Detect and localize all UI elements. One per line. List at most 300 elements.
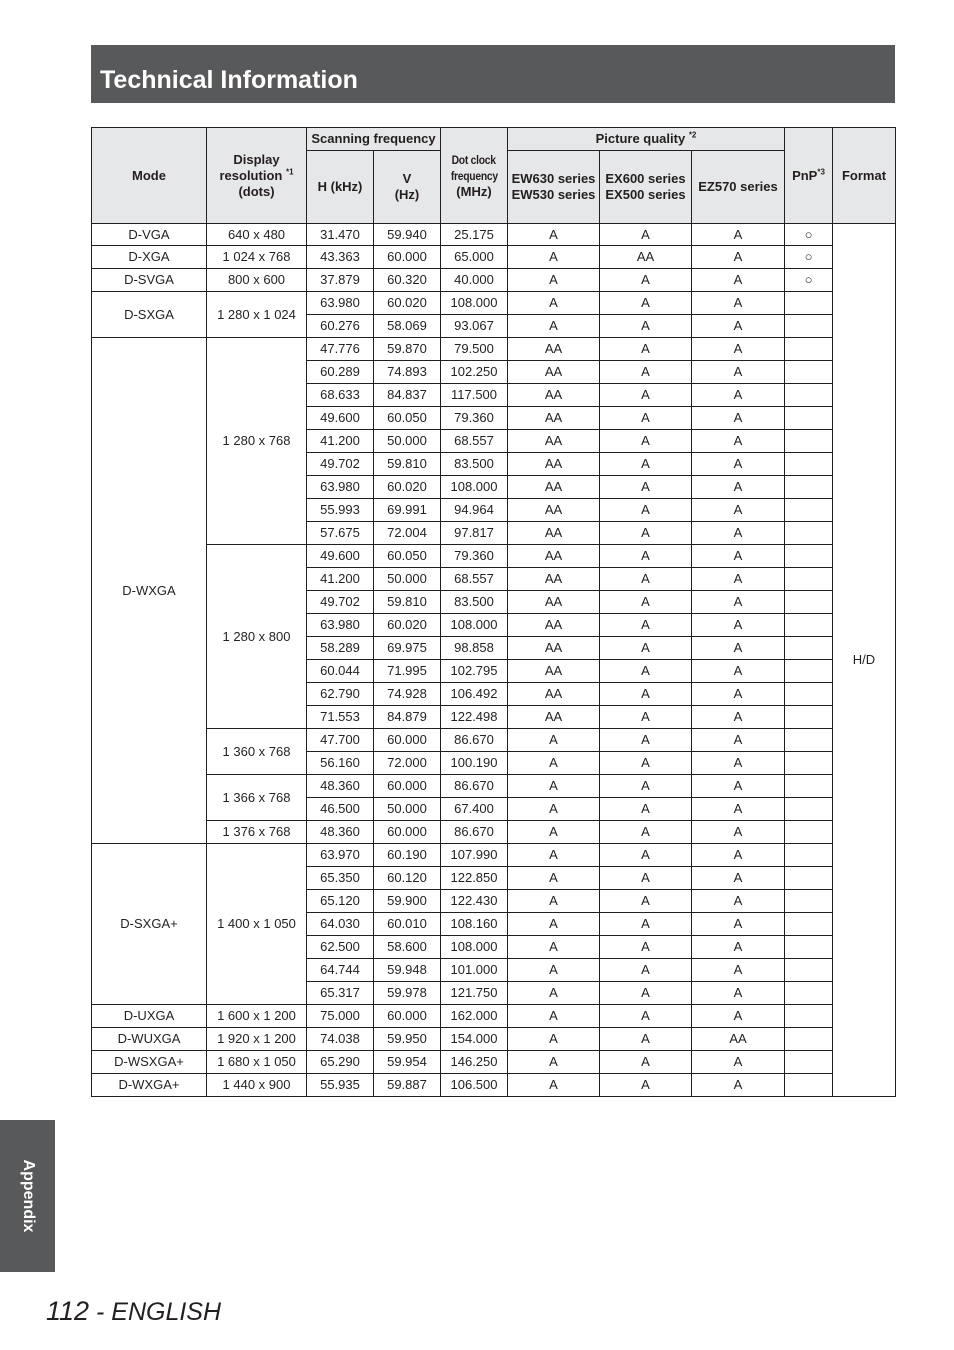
cell-dot-clock: 83.500 [441,453,508,476]
header-v-line1: V [402,171,412,186]
header-series-ex600-ex500 [600,151,692,224]
cell-h-khz: 58.289 [307,637,374,660]
cell-pnp [785,476,833,499]
cell-v-hz: 74.928 [374,683,441,706]
cell-ew630-ew530: A [508,269,600,292]
cell-dot-clock: 93.067 [441,315,508,338]
cell-v-hz: 60.020 [374,476,441,499]
cell-ex600-ex500: A [600,959,692,982]
cell-pnp [785,522,833,545]
cell-pnp [785,821,833,844]
cell-v-hz: 60.000 [374,821,441,844]
cell-v-hz: 59.887 [374,1074,441,1097]
cell-dot-clock: 98.858 [441,637,508,660]
cell-v-hz: 60.050 [374,545,441,568]
cell-v-hz: 69.975 [374,637,441,660]
cell-ew630-ew530: AA [508,568,600,591]
cell-ew630-ew530: A [508,890,600,913]
cell-ex600-ex500: A [600,844,692,867]
cell-display-resolution: 1 280 x 1 024 [207,292,307,338]
cell-pnp [785,752,833,775]
cell-ex600-ex500: A [600,614,692,637]
cell-display-resolution: 1 400 x 1 050 [207,844,307,1005]
cell-v-hz: 59.810 [374,591,441,614]
cell-ew630-ew530: A [508,775,600,798]
cell-h-khz: 41.200 [307,568,374,591]
cell-pnp [785,637,833,660]
cell-display-resolution: 640 x 480 [207,224,307,246]
cell-ez570: A [692,614,785,637]
cell-ew630-ew530: AA [508,361,600,384]
cell-display-resolution: 1 376 x 768 [207,821,307,844]
header-mode: Mode [92,128,207,224]
cell-ez570: A [692,798,785,821]
cell-ew630-ew530: AA [508,522,600,545]
footnote-2-marker: *2 [688,130,697,140]
cell-h-khz: 31.470 [307,224,374,246]
cell-ew630-ew530: A [508,1028,600,1051]
cell-pnp [785,706,833,729]
cell-pnp [785,292,833,315]
cell-ew630-ew530: AA [508,614,600,637]
page-footer [46,1296,221,1327]
cell-h-khz: 49.600 [307,545,374,568]
header-dot-clock-line3: (MHz) [456,183,492,199]
cell-ew630-ew530: AA [508,499,600,522]
appendix-side-tab-label: Appendix [19,1159,37,1233]
cell-ex600-ex500: AA [600,246,692,269]
cell-h-khz: 49.702 [307,591,374,614]
header-series-ez570: EZ570 series [692,151,785,224]
cell-ez570: A [692,545,785,568]
header-display-resolution [207,128,307,224]
cell-pnp [785,384,833,407]
header-series-1-line2: EW530 series [511,187,596,202]
cell-pnp [785,936,833,959]
cell-ez570: A [692,522,785,545]
cell-ez570: A [692,913,785,936]
cell-ew630-ew530: AA [508,430,600,453]
table-row [92,338,896,361]
cell-dot-clock: 106.500 [441,1074,508,1097]
cell-ex600-ex500: A [600,660,692,683]
cell-v-hz: 60.000 [374,1005,441,1028]
cell-h-khz: 64.744 [307,959,374,982]
cell-v-hz: 50.000 [374,568,441,591]
cell-h-khz: 47.700 [307,729,374,752]
cell-v-hz: 72.000 [374,752,441,775]
cell-ew630-ew530: A [508,798,600,821]
cell-v-hz: 58.069 [374,315,441,338]
cell-h-khz: 57.675 [307,522,374,545]
cell-h-khz: 74.038 [307,1028,374,1051]
cell-mode: D-WXGA [92,338,207,844]
cell-display-resolution: 1 024 x 768 [207,246,307,269]
table-row [92,1074,896,1097]
cell-v-hz: 60.000 [374,246,441,269]
cell-h-khz: 37.879 [307,269,374,292]
cell-ew630-ew530: A [508,752,600,775]
cell-v-hz: 69.991 [374,499,441,522]
cell-ex600-ex500: A [600,890,692,913]
cell-display-resolution: 1 680 x 1 050 [207,1051,307,1074]
table-row [92,292,896,315]
cell-h-khz: 63.980 [307,614,374,637]
cell-ez570: A [692,384,785,407]
cell-ez570: A [692,476,785,499]
cell-ex600-ex500: A [600,224,692,246]
cell-h-khz: 63.980 [307,476,374,499]
appendix-side-tab [0,1120,55,1272]
signal-list-table-wrapper [91,127,895,1097]
cell-ex600-ex500: A [600,1028,692,1051]
header-series-ew630-ew530 [508,151,600,224]
cell-ex600-ex500: A [600,936,692,959]
cell-v-hz: 59.870 [374,338,441,361]
cell-h-khz: 43.363 [307,246,374,269]
cell-mode: D-SXGA+ [92,844,207,1005]
header-v-line2: (Hz) [394,187,420,202]
table-row [92,775,896,798]
cell-ex600-ex500: A [600,384,692,407]
cell-pnp [785,361,833,384]
cell-h-khz: 47.776 [307,338,374,361]
cell-h-khz: 65.350 [307,867,374,890]
cell-v-hz: 72.004 [374,522,441,545]
page-number: 112 [46,1296,90,1326]
cell-ew630-ew530: AA [508,545,600,568]
cell-pnp: ○ [785,246,833,269]
cell-v-hz: 60.000 [374,775,441,798]
cell-ex600-ex500: A [600,476,692,499]
cell-display-resolution: 1 600 x 1 200 [207,1005,307,1028]
header-v-hz [374,151,441,224]
cell-ew630-ew530: AA [508,660,600,683]
cell-h-khz: 65.317 [307,982,374,1005]
cell-dot-clock: 83.500 [441,591,508,614]
cell-v-hz: 71.995 [374,660,441,683]
cell-pnp [785,315,833,338]
cell-display-resolution: 1 280 x 768 [207,338,307,545]
header-series-2-line1: EX600 series [605,171,686,186]
cell-dot-clock: 100.190 [441,752,508,775]
cell-dot-clock: 94.964 [441,499,508,522]
cell-dot-clock: 117.500 [441,384,508,407]
cell-dot-clock: 25.175 [441,224,508,246]
cell-dot-clock: 122.430 [441,890,508,913]
cell-dot-clock: 102.250 [441,361,508,384]
cell-v-hz: 60.320 [374,269,441,292]
cell-ez570: A [692,959,785,982]
cell-v-hz: 60.020 [374,614,441,637]
cell-ew630-ew530: AA [508,637,600,660]
cell-dot-clock: 67.400 [441,798,508,821]
header-display-resolution-line2: resolution [219,167,283,183]
cell-ez570: A [692,246,785,269]
cell-display-resolution: 1 280 x 800 [207,545,307,729]
cell-ex600-ex500: A [600,637,692,660]
cell-v-hz: 59.978 [374,982,441,1005]
cell-ez570: A [692,591,785,614]
table-row [92,1051,896,1074]
cell-ew630-ew530: A [508,292,600,315]
cell-h-khz: 55.993 [307,499,374,522]
cell-ez570: A [692,315,785,338]
cell-pnp [785,499,833,522]
cell-ew630-ew530: A [508,959,600,982]
cell-v-hz: 59.950 [374,1028,441,1051]
cell-mode: D-XGA [92,246,207,269]
cell-v-hz: 60.010 [374,913,441,936]
header-pnp-label: PnP [792,167,818,183]
cell-ez570: A [692,1074,785,1097]
cell-h-khz: 62.790 [307,683,374,706]
cell-ez570: A [692,269,785,292]
cell-dot-clock: 101.000 [441,959,508,982]
header-dot-clock-line2: frequency [450,168,498,183]
header-picture-quality [508,128,785,151]
cell-v-hz: 59.940 [374,224,441,246]
cell-ex600-ex500: A [600,775,692,798]
cell-pnp [785,545,833,568]
cell-mode: D-UXGA [92,1005,207,1028]
cell-mode: D-WXGA+ [92,1074,207,1097]
cell-ez570: A [692,499,785,522]
cell-ew630-ew530: A [508,1074,600,1097]
cell-v-hz: 60.020 [374,292,441,315]
footnote-3-marker: *3 [817,167,825,177]
table-row [92,1005,896,1028]
cell-v-hz: 84.879 [374,706,441,729]
cell-ez570: A [692,568,785,591]
header-h-khz: H (kHz) [307,151,374,224]
cell-v-hz: 59.948 [374,959,441,982]
header-picture-quality-label: Picture quality [595,131,686,146]
cell-dot-clock: 97.817 [441,522,508,545]
cell-h-khz: 55.935 [307,1074,374,1097]
cell-h-khz: 65.290 [307,1051,374,1074]
cell-ex600-ex500: A [600,752,692,775]
cell-ez570: A [692,292,785,315]
cell-v-hz: 59.900 [374,890,441,913]
cell-ez570: A [692,706,785,729]
cell-h-khz: 41.200 [307,430,374,453]
cell-ex600-ex500: A [600,430,692,453]
cell-pnp [785,453,833,476]
footer-language: - ENGLISH [89,1298,222,1326]
header-format: Format [833,128,896,224]
cell-pnp [785,683,833,706]
cell-h-khz: 60.289 [307,361,374,384]
cell-dot-clock: 108.000 [441,936,508,959]
cell-ez570: A [692,637,785,660]
header-series-1-line1: EW630 series [511,171,596,186]
cell-ew630-ew530: AA [508,384,600,407]
cell-format: H/D [833,224,896,1097]
cell-mode: D-SVGA [92,269,207,292]
cell-dot-clock: 79.360 [441,545,508,568]
cell-h-khz: 46.500 [307,798,374,821]
cell-v-hz: 59.810 [374,453,441,476]
cell-ew630-ew530: A [508,224,600,246]
cell-ez570: A [692,430,785,453]
cell-ex600-ex500: A [600,361,692,384]
cell-h-khz: 65.120 [307,890,374,913]
cell-h-khz: 68.633 [307,384,374,407]
cell-v-hz: 60.120 [374,867,441,890]
cell-dot-clock: 122.498 [441,706,508,729]
table-row [92,269,896,292]
cell-ex600-ex500: A [600,522,692,545]
cell-ez570: A [692,844,785,867]
cell-pnp [785,729,833,752]
table-row [92,246,896,269]
cell-ex600-ex500: A [600,499,692,522]
table-body [92,224,896,1097]
cell-dot-clock: 68.557 [441,430,508,453]
cell-h-khz: 64.030 [307,913,374,936]
cell-dot-clock: 146.250 [441,1051,508,1074]
cell-pnp [785,867,833,890]
cell-dot-clock: 121.750 [441,982,508,1005]
cell-h-khz: 63.980 [307,292,374,315]
cell-ez570: AA [692,1028,785,1051]
cell-ex600-ex500: A [600,453,692,476]
cell-pnp [785,614,833,637]
cell-v-hz: 60.000 [374,729,441,752]
header-display-resolution-line1: Display [233,151,280,167]
cell-pnp [785,338,833,361]
table-row [92,545,896,568]
cell-pnp: ○ [785,269,833,292]
cell-ew630-ew530: A [508,936,600,959]
cell-display-resolution: 1 920 x 1 200 [207,1028,307,1051]
cell-ez570: A [692,752,785,775]
cell-ew630-ew530: A [508,821,600,844]
cell-pnp [785,1028,833,1051]
cell-mode: D-WSXGA+ [92,1051,207,1074]
table-header [92,128,896,224]
cell-dot-clock: 107.990 [441,844,508,867]
page-title: Technical Information [100,66,358,94]
cell-ew630-ew530: A [508,913,600,936]
cell-pnp [785,775,833,798]
cell-display-resolution: 1 366 x 768 [207,775,307,821]
cell-pnp [785,1051,833,1074]
cell-display-resolution: 1 440 x 900 [207,1074,307,1097]
cell-v-hz: 59.954 [374,1051,441,1074]
cell-h-khz: 60.276 [307,315,374,338]
cell-pnp [785,591,833,614]
cell-ew630-ew530: AA [508,591,600,614]
cell-h-khz: 49.702 [307,453,374,476]
cell-ew630-ew530: A [508,844,600,867]
table-row [92,821,896,844]
cell-dot-clock: 86.670 [441,729,508,752]
cell-pnp [785,1005,833,1028]
cell-mode: D-VGA [92,224,207,246]
cell-ez570: A [692,821,785,844]
cell-ez570: A [692,1005,785,1028]
cell-mode: D-WUXGA [92,1028,207,1051]
cell-ez570: A [692,660,785,683]
cell-dot-clock: 108.000 [441,614,508,637]
cell-dot-clock: 108.160 [441,913,508,936]
cell-ez570: A [692,338,785,361]
cell-pnp [785,844,833,867]
cell-dot-clock: 86.670 [441,821,508,844]
cell-ex600-ex500: A [600,591,692,614]
header-dot-clock [441,128,508,224]
cell-ew630-ew530: A [508,1005,600,1028]
cell-pnp [785,1074,833,1097]
cell-dot-clock: 108.000 [441,476,508,499]
cell-ew630-ew530: A [508,1051,600,1074]
cell-dot-clock: 40.000 [441,269,508,292]
cell-ex600-ex500: A [600,1051,692,1074]
cell-h-khz: 71.553 [307,706,374,729]
cell-v-hz: 58.600 [374,936,441,959]
cell-pnp [785,890,833,913]
cell-v-hz: 50.000 [374,430,441,453]
cell-pnp [785,959,833,982]
cell-h-khz: 48.360 [307,821,374,844]
cell-ez570: A [692,867,785,890]
cell-pnp [785,660,833,683]
cell-mode: D-SXGA [92,292,207,338]
cell-h-khz: 60.044 [307,660,374,683]
cell-ez570: A [692,453,785,476]
cell-pnp [785,913,833,936]
cell-h-khz: 56.160 [307,752,374,775]
cell-ex600-ex500: A [600,407,692,430]
cell-dot-clock: 79.500 [441,338,508,361]
cell-ex600-ex500: A [600,821,692,844]
cell-ew630-ew530: A [508,729,600,752]
cell-h-khz: 63.970 [307,844,374,867]
cell-dot-clock: 68.557 [441,568,508,591]
cell-ew630-ew530: A [508,246,600,269]
cell-display-resolution: 1 360 x 768 [207,729,307,775]
cell-ex600-ex500: A [600,568,692,591]
cell-pnp [785,430,833,453]
cell-dot-clock: 106.492 [441,683,508,706]
cell-ex600-ex500: A [600,338,692,361]
cell-ex600-ex500: A [600,913,692,936]
cell-ez570: A [692,982,785,1005]
signal-list-table [91,127,896,1097]
cell-dot-clock: 102.795 [441,660,508,683]
cell-dot-clock: 86.670 [441,775,508,798]
cell-pnp [785,982,833,1005]
cell-pnp [785,568,833,591]
cell-ew630-ew530: AA [508,338,600,361]
cell-ez570: A [692,683,785,706]
cell-pnp [785,407,833,430]
cell-ex600-ex500: A [600,269,692,292]
cell-ex600-ex500: A [600,729,692,752]
cell-ex600-ex500: A [600,798,692,821]
cell-ez570: A [692,224,785,246]
header-scanning-frequency: Scanning frequency [307,128,441,151]
cell-ex600-ex500: A [600,867,692,890]
cell-ex600-ex500: A [600,292,692,315]
cell-dot-clock: 122.850 [441,867,508,890]
cell-v-hz: 84.837 [374,384,441,407]
cell-v-hz: 50.000 [374,798,441,821]
cell-v-hz: 60.190 [374,844,441,867]
cell-ez570: A [692,361,785,384]
